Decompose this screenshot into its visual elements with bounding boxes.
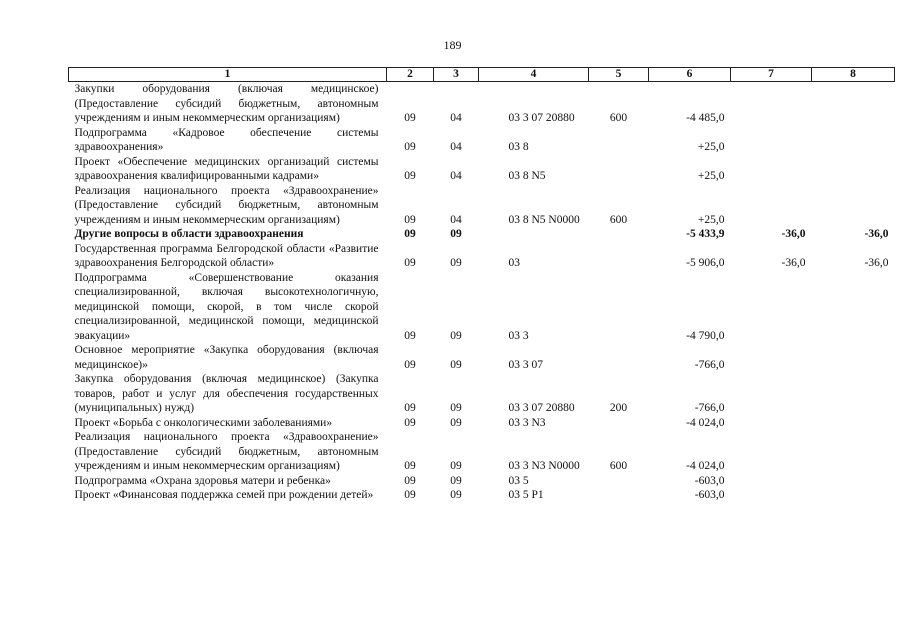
row-amount-2: -36,0 [781, 228, 806, 240]
row-amount-2 [731, 82, 812, 126]
row-amount-2 [731, 372, 812, 416]
row-subsection: 04 [450, 112, 462, 124]
col-header-5: 5 [589, 68, 649, 82]
col-header-6: 6 [649, 68, 731, 82]
row-section: 09 [404, 402, 416, 414]
col-header-3: 3 [434, 68, 479, 82]
row-amount-1: -766,0 [694, 358, 725, 371]
row-amount-3 [812, 271, 895, 344]
row-subsection: 09 [450, 228, 462, 240]
col-header-7: 7 [731, 68, 812, 82]
row-expense-type [589, 227, 649, 242]
col-header-2: 2 [387, 68, 434, 82]
table-row [69, 126, 895, 155]
row-amount-3 [812, 82, 895, 126]
row-target-code: 03 3 [508, 329, 529, 342]
row-description: Реализация национального проекта «Здравоохранение» (Предоставление субсидий бюджетным, автономным учреждениям и иным некоммерческим организациям) [74, 184, 379, 226]
row-amount-1: -766,0 [694, 402, 725, 414]
col-header-4: 4 [479, 68, 589, 82]
table-row [69, 416, 895, 431]
row-target-code: 03 3 N3 N0000 [508, 460, 580, 472]
table-row [69, 271, 895, 344]
row-target-code: 03 [508, 257, 520, 269]
row-amount-1: +25,0 [697, 141, 725, 153]
row-amount-2 [731, 155, 812, 184]
budget-table [68, 67, 895, 503]
row-section: 09 [404, 141, 416, 153]
row-target-code: 03 8 N5 [508, 170, 546, 182]
row-amount-1: -603,0 [694, 474, 725, 487]
row-expense-type: 600 [609, 112, 628, 124]
row-expense-type: 200 [609, 402, 628, 414]
row-description: Закупки оборудования (включая медицинское) (Предоставление субсидий бюджетным, автономным учреждениям и иным некоммерческим организациям) [74, 83, 379, 124]
table-row [69, 343, 895, 372]
row-target-code: 03 5 P1 [508, 489, 544, 501]
row-amount-2: -36,0 [781, 257, 806, 269]
row-description: Проект «Обеспечение медицинских организаций системы здравоохранения квалифицированными кадрами» [74, 155, 379, 182]
row-amount-1: -4 024,0 [686, 416, 725, 429]
row-description: Подпрограмма «Охрана здоровья матери и ребенка» [74, 474, 331, 487]
row-section: 09 [404, 213, 416, 226]
row-amount-3 [812, 126, 895, 155]
row-section: 09 [404, 228, 416, 240]
row-amount-3 [812, 488, 895, 503]
row-amount-2 [731, 430, 812, 474]
row-amount-1: -5 433,9 [686, 228, 725, 240]
row-subsection: 09 [450, 489, 462, 501]
row-expense-type [589, 242, 649, 271]
page-number: 189 [443, 38, 462, 52]
row-section: 09 [404, 460, 416, 472]
row-section: 09 [404, 257, 416, 269]
row-description: Подпрограмма «Кадровое обеспечение системы здравоохранения» [74, 126, 379, 153]
row-amount-2 [731, 184, 812, 228]
row-description: Проект «Финансовая поддержка семей при рождении детей» [74, 489, 374, 501]
row-subsection: 09 [450, 402, 462, 414]
row-amount-3 [812, 343, 895, 372]
row-amount-1: -4 790,0 [686, 329, 725, 342]
row-subsection: 09 [450, 257, 462, 269]
row-amount-3 [812, 416, 895, 431]
row-expense-type [589, 474, 649, 489]
row-amount-3 [812, 372, 895, 416]
row-amount-2 [731, 474, 812, 489]
row-subsection: 04 [450, 170, 462, 182]
row-section: 09 [404, 112, 416, 124]
row-subsection: 04 [450, 213, 462, 226]
row-subsection: 09 [450, 329, 462, 342]
row-description: Другие вопросы в области здравоохранения [74, 228, 304, 240]
row-amount-3: -36,0 [864, 228, 889, 240]
table-row [69, 372, 895, 416]
table-row [69, 430, 895, 474]
row-expense-type [589, 271, 649, 344]
row-section: 09 [404, 489, 416, 501]
row-expense-type: 600 [609, 460, 628, 472]
row-description: Подпрограмма «Совершенствование оказания специализированной, включая высокотехнологичную, медицинской помощи, скорой, в том числе скорой специализированной, медицинской помощи, медицинской эвакуации» [74, 271, 379, 342]
row-description: Закупка оборудования (включая медицинское) (Закупка товаров, работ и услуг для обеспечения государственных (муниципальных) нужд) [74, 373, 379, 414]
row-subsection: 04 [450, 141, 462, 153]
row-target-code: 03 3 N3 [508, 416, 546, 429]
row-amount-2 [731, 271, 812, 344]
row-target-code: 03 3 07 [508, 358, 543, 371]
table-row [69, 474, 895, 489]
row-amount-1: -5 906,0 [686, 257, 725, 269]
row-expense-type [589, 488, 649, 503]
row-expense-type [589, 416, 649, 431]
row-amount-1: -4 485,0 [686, 112, 725, 124]
row-amount-2 [731, 126, 812, 155]
row-description: Основное мероприятие «Закупка оборудования (включая медицинское)» [74, 344, 379, 371]
row-amount-3 [812, 474, 895, 489]
row-amount-2 [731, 488, 812, 503]
row-section: 09 [404, 329, 416, 342]
row-description: Реализация национального проекта «Здравоохранение» (Предоставление субсидий бюджетным, автономным учреждениям и иным некоммерческим организациям) [74, 431, 379, 472]
row-description: Проект «Борьба с онкологическими заболеваниями» [74, 416, 333, 429]
row-amount-1: +25,0 [697, 170, 725, 182]
row-amount-3: -36,0 [864, 257, 889, 269]
row-section: 09 [404, 416, 416, 429]
row-subsection: 09 [450, 460, 462, 472]
table-row [69, 227, 895, 242]
row-subsection: 09 [450, 474, 462, 487]
header-row [69, 68, 895, 82]
row-target-code: 03 8 N5 N0000 [508, 213, 580, 226]
row-expense-type [589, 343, 649, 372]
row-amount-1: -4 024,0 [686, 460, 725, 472]
row-target-code: 03 8 [508, 141, 529, 153]
table-row [69, 82, 895, 126]
row-amount-2 [731, 416, 812, 431]
row-subsection: 09 [450, 358, 462, 371]
row-target-code: 03 5 [508, 474, 529, 487]
col-header-1: 1 [69, 68, 387, 82]
table-row [69, 184, 895, 228]
row-section: 09 [404, 358, 416, 371]
table-row [69, 488, 895, 503]
row-section: 09 [404, 170, 416, 182]
row-expense-type [589, 126, 649, 155]
row-description: Государственная программа Белгородской области «Развитие здравоохранения Белгородской области» [74, 242, 379, 269]
row-amount-2 [731, 343, 812, 372]
row-expense-type: 600 [609, 213, 628, 226]
table-row [69, 242, 895, 271]
col-header-8: 8 [812, 68, 895, 82]
row-expense-type [589, 155, 649, 184]
row-section: 09 [404, 474, 416, 487]
row-amount-3 [812, 430, 895, 474]
row-amount-3 [812, 155, 895, 184]
row-amount-1: +25,0 [697, 213, 725, 226]
row-amount-3 [812, 184, 895, 228]
row-target-code: 03 3 07 20880 [508, 402, 575, 414]
row-subsection: 09 [450, 416, 462, 429]
table-row [69, 155, 895, 184]
row-target-code [479, 227, 589, 242]
row-target-code: 03 3 07 20880 [508, 112, 575, 124]
row-amount-1: -603,0 [694, 489, 725, 501]
